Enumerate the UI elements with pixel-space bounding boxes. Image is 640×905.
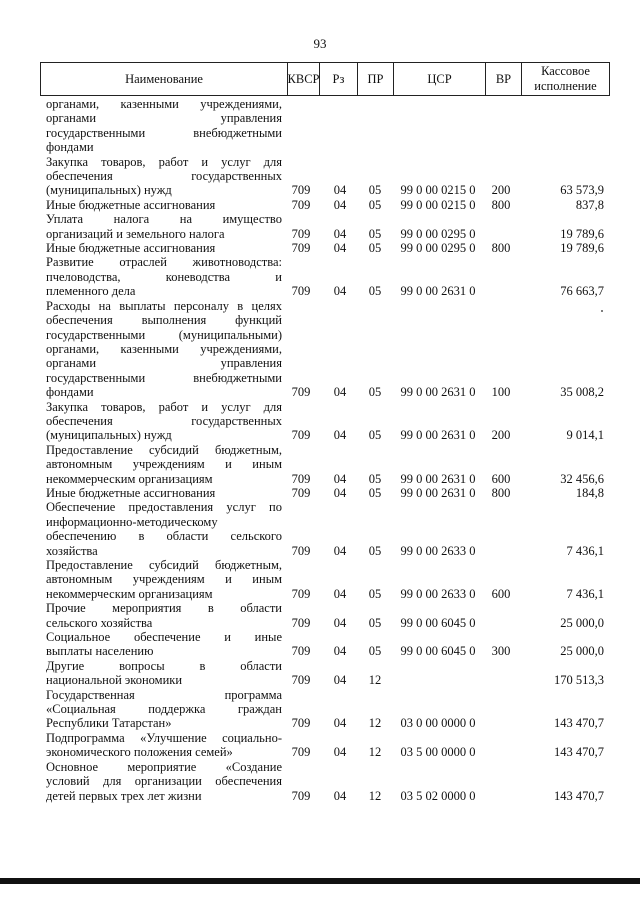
row-pr: 05 xyxy=(368,284,382,299)
row-name xyxy=(40,601,282,630)
row-vr: 800 xyxy=(491,485,511,500)
row-pr: 12 xyxy=(368,745,382,760)
row-csr: 99 0 00 2631 0 xyxy=(400,471,476,486)
row-sum: 25 000,0 xyxy=(560,615,604,630)
row-name xyxy=(40,558,282,601)
row-kvsr: 709 xyxy=(291,788,311,803)
row-pr: 05 xyxy=(368,586,382,601)
row-name-line: экономического положения семей» xyxy=(46,745,233,760)
row-pr: 05 xyxy=(368,428,382,443)
row-csr: 99 0 00 2631 0 xyxy=(400,284,476,299)
row-name-line: Предоставление субсидий бюджетным, xyxy=(46,442,282,457)
table-row xyxy=(40,155,610,198)
row-csr: 03 0 00 0000 0 xyxy=(400,716,476,731)
row-sum: 143 470,7 xyxy=(554,788,604,803)
table-row xyxy=(40,212,610,241)
row-vr: 800 xyxy=(491,241,511,256)
row-name xyxy=(40,400,282,443)
row-name-line: Иные бюджетные ассигнования xyxy=(46,241,216,256)
row-sum: 25 000,0 xyxy=(560,644,604,659)
row-sum: 76 663,7 xyxy=(560,284,604,299)
row-name-line: органами, казенными учреждениями, xyxy=(46,97,282,111)
row-name-line: детей первых трех лет жизни xyxy=(46,788,202,803)
row-sum: 63 573,9 xyxy=(560,183,604,198)
row-name-line: Республики Татарстан» xyxy=(46,716,172,731)
row-name-line: Иные бюджетные ассигнования xyxy=(46,485,216,500)
table-row xyxy=(40,299,610,400)
row-name xyxy=(40,500,282,558)
row-name-line: фондами xyxy=(46,140,94,155)
row-kvsr: 709 xyxy=(291,385,311,400)
row-rz: 04 xyxy=(333,284,347,299)
row-csr: 03 5 00 0000 0 xyxy=(400,745,476,760)
row-vr: 300 xyxy=(491,644,511,659)
row-name-line: Предоставление субсидий бюджетным, xyxy=(46,558,282,572)
row-rz: 04 xyxy=(333,644,347,659)
row-name xyxy=(40,760,282,803)
row-vr: 200 xyxy=(491,183,511,198)
row-kvsr: 709 xyxy=(291,586,311,601)
row-csr: 99 0 00 6045 0 xyxy=(400,615,476,630)
table-row xyxy=(40,198,610,212)
row-name-line: Другие вопросы в области xyxy=(46,658,282,673)
row-rz: 04 xyxy=(333,385,347,400)
row-name-line: (муниципальных) нужд xyxy=(46,183,172,198)
row-kvsr: 709 xyxy=(291,428,311,443)
row-name-line: обеспечения выполнения функций xyxy=(46,313,282,328)
row-csr: 99 0 00 2631 0 xyxy=(400,385,476,400)
row-rz: 04 xyxy=(333,716,347,731)
row-name-line: сельского хозяйства xyxy=(46,615,153,630)
row-pr: 12 xyxy=(368,673,382,688)
row-name-line: Уплата налога на имущество xyxy=(46,212,282,227)
row-kvsr: 709 xyxy=(291,197,311,212)
header-vr: ВР xyxy=(485,63,521,95)
table-row xyxy=(40,601,610,630)
row-name xyxy=(40,443,282,486)
row-name-line: автономным учреждениям и иным xyxy=(46,572,282,587)
row-sum: 170 513,3 xyxy=(554,673,604,688)
row-vr: 200 xyxy=(491,428,511,443)
row-rz: 04 xyxy=(333,485,347,500)
row-rz: 04 xyxy=(333,471,347,486)
row-kvsr: 709 xyxy=(291,745,311,760)
row-pr: 12 xyxy=(368,788,382,803)
row-name xyxy=(40,212,282,241)
row-sum: 9 014,1 xyxy=(566,428,604,443)
row-name-line: фондами xyxy=(46,385,94,400)
table-row xyxy=(40,241,610,255)
row-name-line: Государственная программа xyxy=(46,687,282,702)
row-pr: 12 xyxy=(368,716,382,731)
scan-speck xyxy=(601,310,603,312)
row-rz: 04 xyxy=(333,226,347,241)
row-name-line: обеспечения государственных xyxy=(46,169,282,184)
row-name xyxy=(40,155,282,198)
row-name-line: государственными (муниципальными) xyxy=(46,327,282,342)
row-pr: 05 xyxy=(368,615,382,630)
row-kvsr: 709 xyxy=(291,471,311,486)
row-name-line: Закупка товаров, работ и услуг для xyxy=(46,154,282,169)
header-kvsr: КВСР xyxy=(287,63,319,95)
row-pr: 05 xyxy=(368,543,382,558)
row-rz: 04 xyxy=(333,745,347,760)
row-rz: 04 xyxy=(333,543,347,558)
row-name-line: автономным учреждениям и иным xyxy=(46,457,282,472)
row-name xyxy=(40,688,282,731)
row-sum: 184,8 xyxy=(575,485,604,500)
row-pr: 05 xyxy=(368,485,382,500)
header-name: Наименование xyxy=(125,71,203,86)
table-row xyxy=(40,486,610,500)
row-name-line: государственными внебюджетными xyxy=(46,370,282,385)
row-kvsr: 709 xyxy=(291,241,311,256)
row-rz: 04 xyxy=(333,788,347,803)
row-sum: 35 008,2 xyxy=(560,385,604,400)
row-name-line: «Социальная поддержка граждан xyxy=(46,702,282,717)
row-pr: 05 xyxy=(368,183,382,198)
header-csr: ЦСР xyxy=(393,63,485,95)
row-name-line: Расходы на выплаты персоналу в целях xyxy=(46,298,282,313)
row-name-line: выплаты населению xyxy=(46,644,154,659)
row-rz: 04 xyxy=(333,183,347,198)
row-name-line: Развитие отраслей животноводства: xyxy=(46,255,282,270)
row-name-line: Обеспечение предоставления услуг по xyxy=(46,500,282,515)
row-name-line: некоммерческим организациям xyxy=(46,471,213,486)
row-name-line: Прочие мероприятия в области xyxy=(46,601,282,616)
row-name-line: обеспечения государственных xyxy=(46,413,282,428)
row-csr: 99 0 00 0295 0 xyxy=(400,241,476,256)
table-header xyxy=(40,62,610,96)
row-csr: 99 0 00 0295 0 xyxy=(400,226,476,241)
row-name-line: племенного дела xyxy=(46,284,136,299)
row-rz: 04 xyxy=(333,428,347,443)
row-name-line: Подпрограмма «Улучшение социально- xyxy=(46,730,282,745)
row-vr: 800 xyxy=(491,197,511,212)
row-pr: 05 xyxy=(368,644,382,659)
table-row xyxy=(40,731,610,760)
header-sum: Кассовое исполнение xyxy=(521,63,609,95)
row-pr: 05 xyxy=(368,197,382,212)
row-kvsr: 709 xyxy=(291,644,311,659)
row-name xyxy=(40,198,282,212)
row-name xyxy=(40,659,282,688)
table-body xyxy=(40,97,610,803)
row-csr: 99 0 00 0215 0 xyxy=(400,183,476,198)
row-kvsr: 709 xyxy=(291,615,311,630)
row-rz: 04 xyxy=(333,673,347,688)
row-kvsr: 709 xyxy=(291,183,311,198)
row-name-line: национальной экономики xyxy=(46,673,183,688)
row-name-line: Социальное обеспечение и иные xyxy=(46,630,282,645)
row-csr: 03 5 02 0000 0 xyxy=(400,788,476,803)
row-rz: 04 xyxy=(333,197,347,212)
row-csr: 99 0 00 0215 0 xyxy=(400,197,476,212)
row-name-line: организаций и земельного налога xyxy=(46,226,225,241)
row-name-line: государственными внебюджетными xyxy=(46,125,282,140)
row-sum: 143 470,7 xyxy=(554,716,604,731)
row-kvsr: 709 xyxy=(291,673,311,688)
row-sum: 7 436,1 xyxy=(566,543,604,558)
row-name-line: органами управления xyxy=(46,111,282,126)
row-kvsr: 709 xyxy=(291,226,311,241)
table-row xyxy=(40,558,610,601)
row-rz: 04 xyxy=(333,615,347,630)
row-name xyxy=(40,241,282,255)
table-row xyxy=(40,688,610,731)
row-name-line: хозяйства xyxy=(46,543,98,558)
row-pr: 05 xyxy=(368,241,382,256)
row-name xyxy=(40,97,282,155)
table-row xyxy=(40,659,610,688)
table-row xyxy=(40,400,610,443)
row-kvsr: 709 xyxy=(291,485,311,500)
row-vr: 100 xyxy=(491,385,511,400)
row-kvsr: 709 xyxy=(291,543,311,558)
row-name-line: некоммерческим организациям xyxy=(46,586,213,601)
row-name-line: информационно-методическому xyxy=(46,514,218,529)
row-name xyxy=(40,299,282,400)
row-pr: 05 xyxy=(368,385,382,400)
table-row xyxy=(40,760,610,803)
row-sum: 837,8 xyxy=(575,197,604,212)
row-name-line: органами, казенными учреждениями, xyxy=(46,341,282,356)
row-name-line: Закупка товаров, работ и услуг для xyxy=(46,399,282,414)
row-name-line: пчеловодства, коневодства и xyxy=(46,269,282,284)
row-sum: 19 789,6 xyxy=(560,241,604,256)
table-row xyxy=(40,500,610,558)
row-csr: 99 0 00 2633 0 xyxy=(400,586,476,601)
row-rz: 04 xyxy=(333,586,347,601)
row-csr: 99 0 00 2631 0 xyxy=(400,428,476,443)
row-kvsr: 709 xyxy=(291,716,311,731)
row-name-line: Основное мероприятие «Создание xyxy=(46,759,282,774)
row-sum: 32 456,6 xyxy=(560,471,604,486)
row-vr: 600 xyxy=(491,471,511,486)
row-kvsr: 709 xyxy=(291,284,311,299)
row-name xyxy=(40,486,282,500)
row-pr: 05 xyxy=(368,226,382,241)
row-name-line: органами управления xyxy=(46,356,282,371)
row-name-line: Иные бюджетные ассигнования xyxy=(46,197,216,212)
row-sum: 7 436,1 xyxy=(566,586,604,601)
row-name xyxy=(40,630,282,659)
row-pr: 05 xyxy=(368,471,382,486)
row-vr: 600 xyxy=(491,586,511,601)
row-name-line: обеспечению в области сельского xyxy=(46,529,282,544)
scan-edge-bar xyxy=(0,878,640,884)
row-rz: 04 xyxy=(333,241,347,256)
row-csr: 99 0 00 6045 0 xyxy=(400,644,476,659)
table-row xyxy=(40,255,610,298)
table-row xyxy=(40,630,610,659)
row-name xyxy=(40,255,282,298)
table-row xyxy=(40,443,610,486)
row-sum: 19 789,6 xyxy=(560,226,604,241)
row-name xyxy=(40,731,282,760)
row-name-line: условий для организации обеспечения xyxy=(46,774,282,789)
row-name-line: (муниципальных) нужд xyxy=(46,428,172,443)
row-sum: 143 470,7 xyxy=(554,745,604,760)
row-csr: 99 0 00 2633 0 xyxy=(400,543,476,558)
header-rz: Рз xyxy=(319,63,357,95)
table-row xyxy=(40,97,610,155)
header-pr: ПР xyxy=(357,63,393,95)
row-csr: 99 0 00 2631 0 xyxy=(400,485,476,500)
page-number: 93 xyxy=(313,36,327,51)
